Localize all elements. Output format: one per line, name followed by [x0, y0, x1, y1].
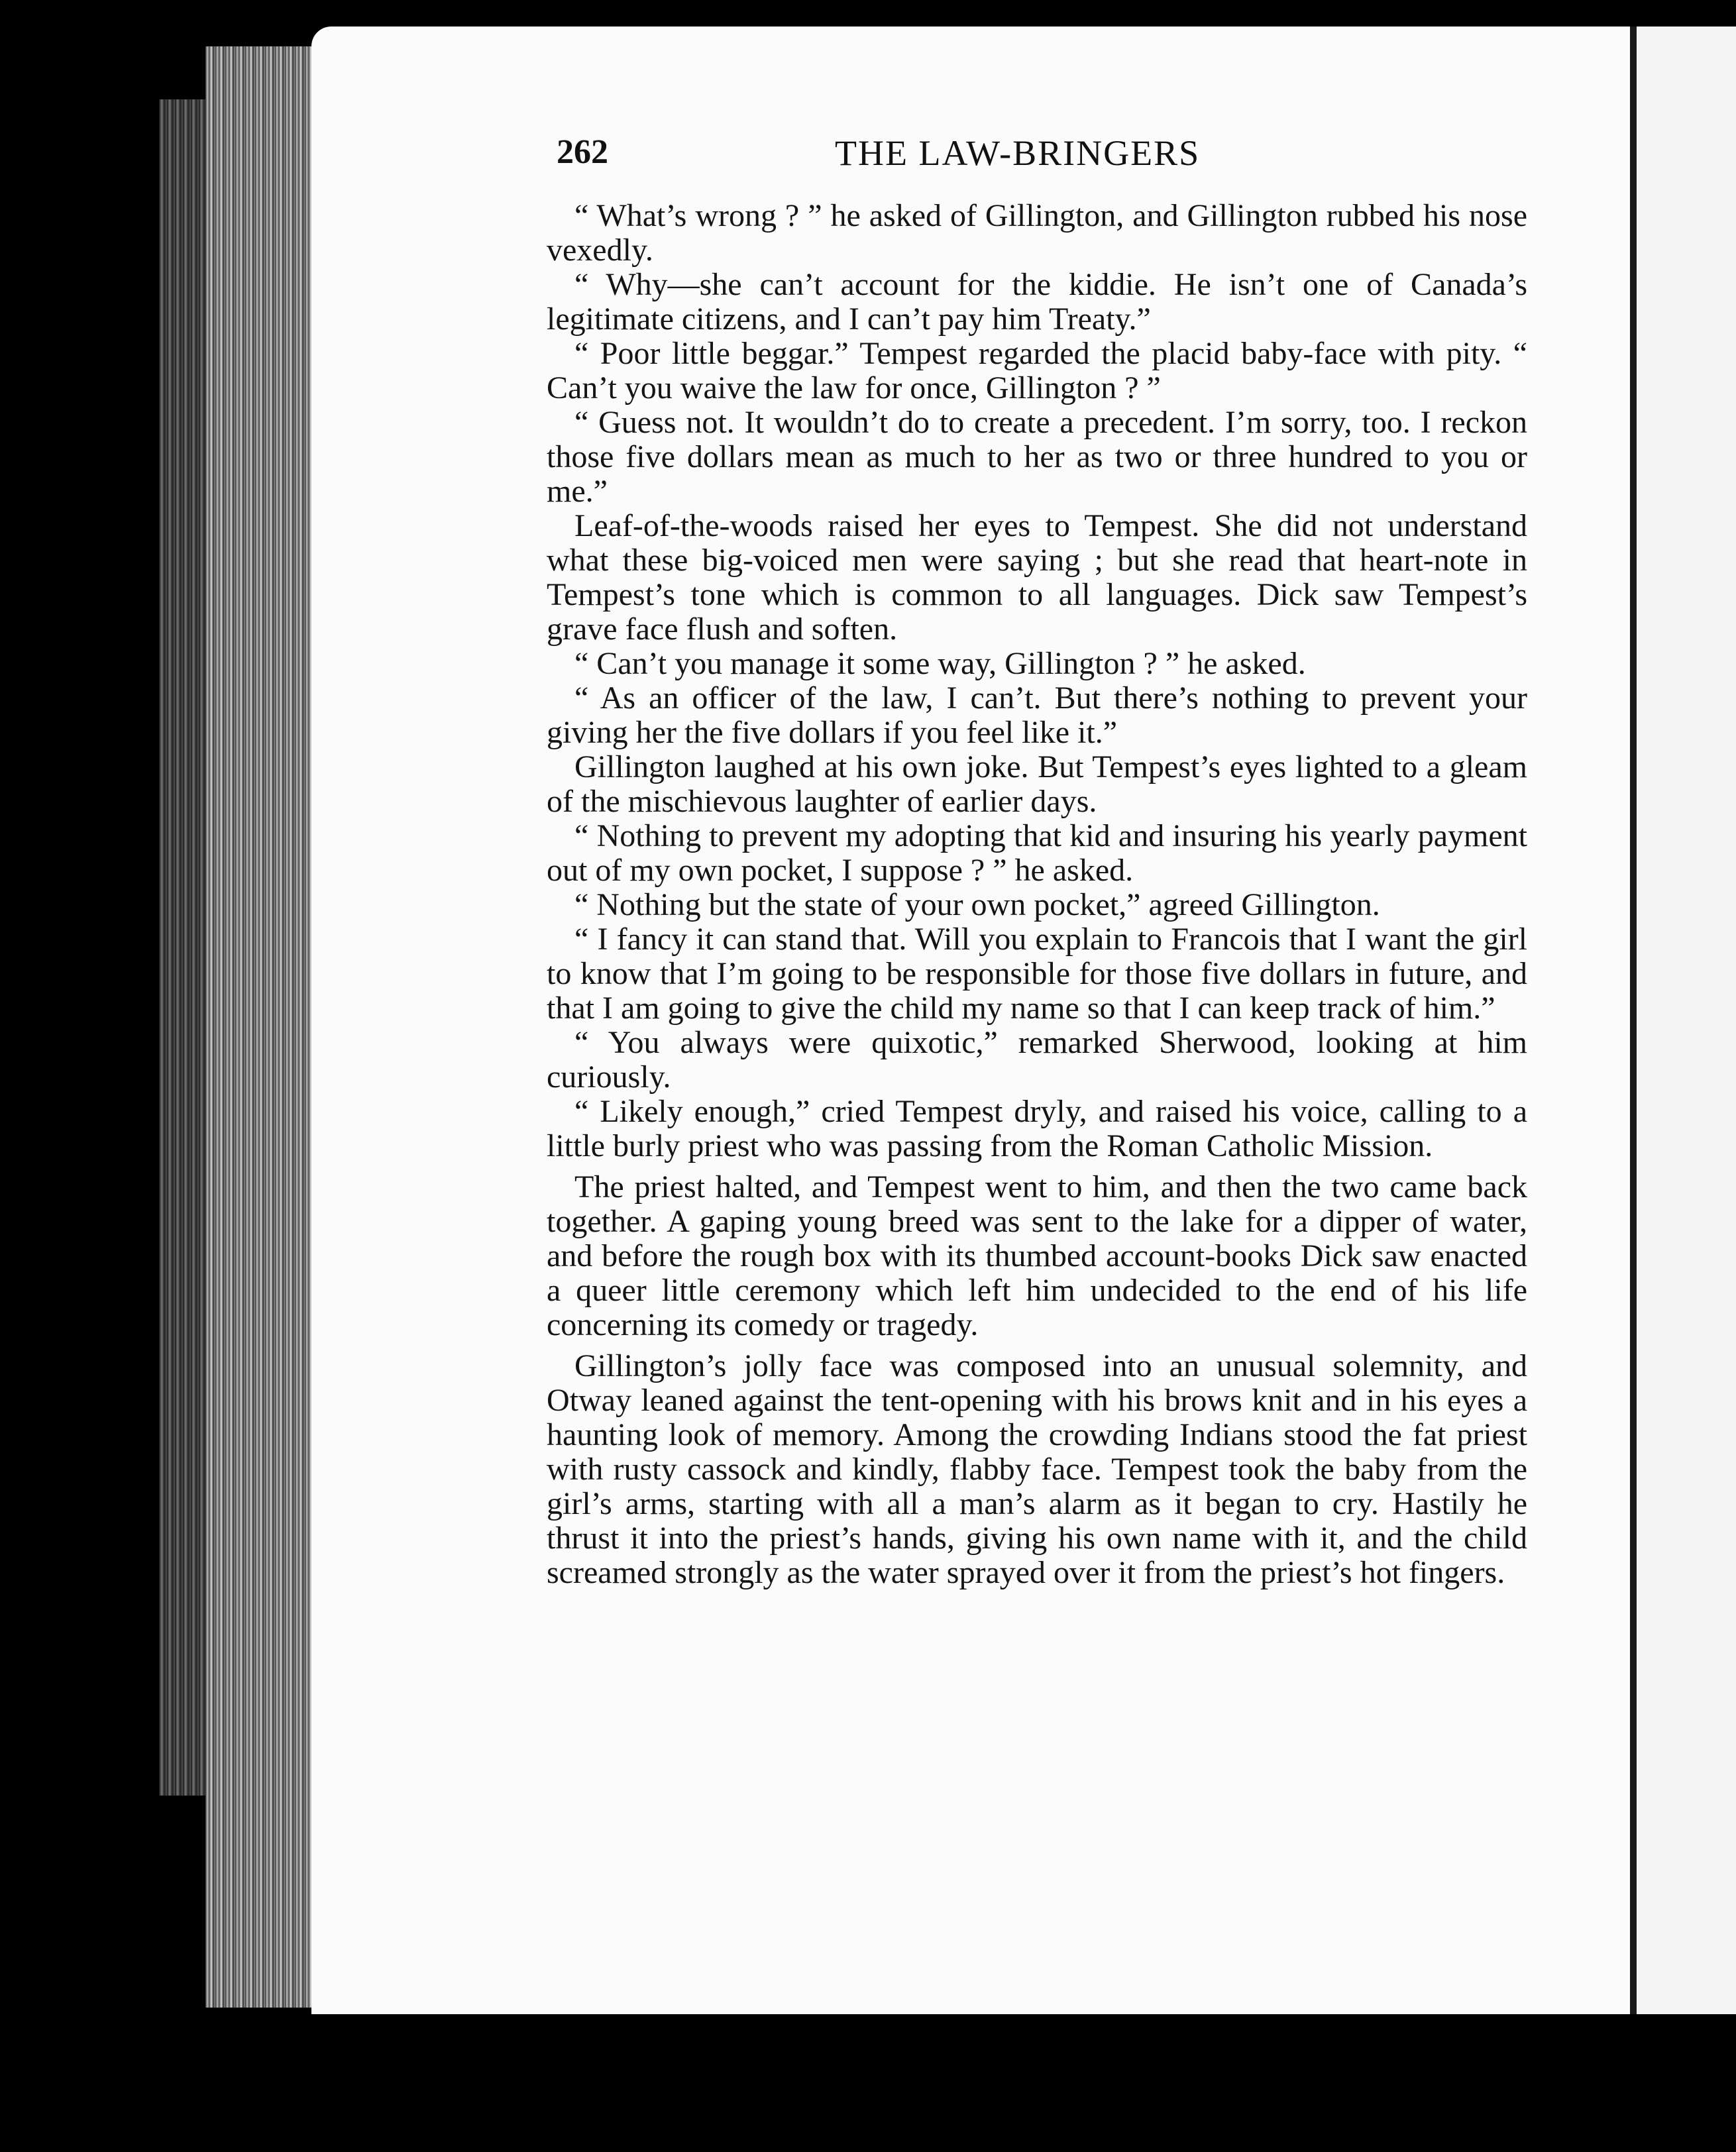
paragraph: The priest halted, and Tempest went to him, and then the two came back together. A gaping young breed was sent to the lake for a dipper of water, and before the rough box with its thumbed account-books Dick saw enacted a queer little ceremony which left him undecided to the end of his life concerning its comedy or tragedy. [547, 1169, 1527, 1342]
facing-page-strip [1630, 27, 1736, 2014]
paragraph: “ I fancy it can stand that. Will you explain to Francois that I want the girl to know that I’m going to be responsible for those five dollars in future, and that I am going to give the child my name so that I can keep track of him.” [547, 922, 1527, 1026]
paragraph: “ Can’t you manage it some way, Gillington ? ” he asked. [574, 646, 1306, 681]
page-header [557, 133, 1259, 186]
paragraph: “ You always were quixotic,” remarked Sherwood, looking at him curiously. [547, 1025, 1527, 1095]
paragraph: “ As an officer of the law, I can’t. But there’s nothing to prevent your giving her the five dollars if you feel like it.” [547, 680, 1527, 750]
paragraph: Gillington laughed at his own joke. But Tempest’s eyes lighted to a gleam of the mischievous laughter of earlier days. [547, 749, 1527, 819]
book-fore-edge [205, 46, 318, 2008]
body-text [547, 199, 1527, 1590]
paragraph: “ Nothing to prevent my adopting that kid and insuring his yearly payment out of my own pocket, I suppose ? ” he asked. [547, 818, 1527, 888]
paragraph: Gillington’s jolly face was composed into an unusual solemnity, and Otway leaned against the tent-opening with his brows knit and in his eyes a haunting look of memory. Among the crowding Indians stood the fat priest with rusty cassock and kindly, flabby face. Tempest took the baby from the girl’s arms, starting with all a man’s alarm as it began to cry. Hastily he thrust it into the priest’s hands, giving his own name with it, and the child screamed strongly as the water sprayed over it from the priest’s hot fingers. [547, 1348, 1527, 1590]
paragraph: “ Guess not. It wouldn’t do to create a precedent. I’m sorry, too. I reckon those five dollars mean as much to her as two or three hundred to you or me.” [547, 405, 1527, 509]
paragraph: “ Poor little beggar.” Tempest regarded the placid baby-face with pity. “ Can’t you waive the law for once, Gillington ? ” [547, 336, 1527, 405]
paragraph: “ Why—she can’t account for the kiddie. He isn’t one of Canada’s legitimate citizens, and I can’t pay him Treaty.” [547, 267, 1527, 337]
paragraph: “ What’s wrong ? ” he asked of Gillington, and Gillington rubbed his nose vexedly. [547, 198, 1527, 268]
paragraph: “ Likely enough,” cried Tempest dryly, and raised his voice, calling to a little burly priest who was passing from the Roman Catholic Mission. [547, 1094, 1527, 1163]
book-fore-edge-outer [159, 99, 212, 1796]
paragraph: “ Nothing but the state of your own pocket,” agreed Gillington. [574, 887, 1380, 922]
paragraph: Leaf-of-the-woods raised her eyes to Tempest. She did not understand what these big-voiced men were saying ; but she read that heart-note in Tempest’s tone which is common to all languages. Dick saw Tempest’s grave face flush and soften. [547, 508, 1527, 647]
page-number: 262 [557, 133, 608, 171]
running-head: THE LAW-BRINGERS [835, 133, 1201, 173]
